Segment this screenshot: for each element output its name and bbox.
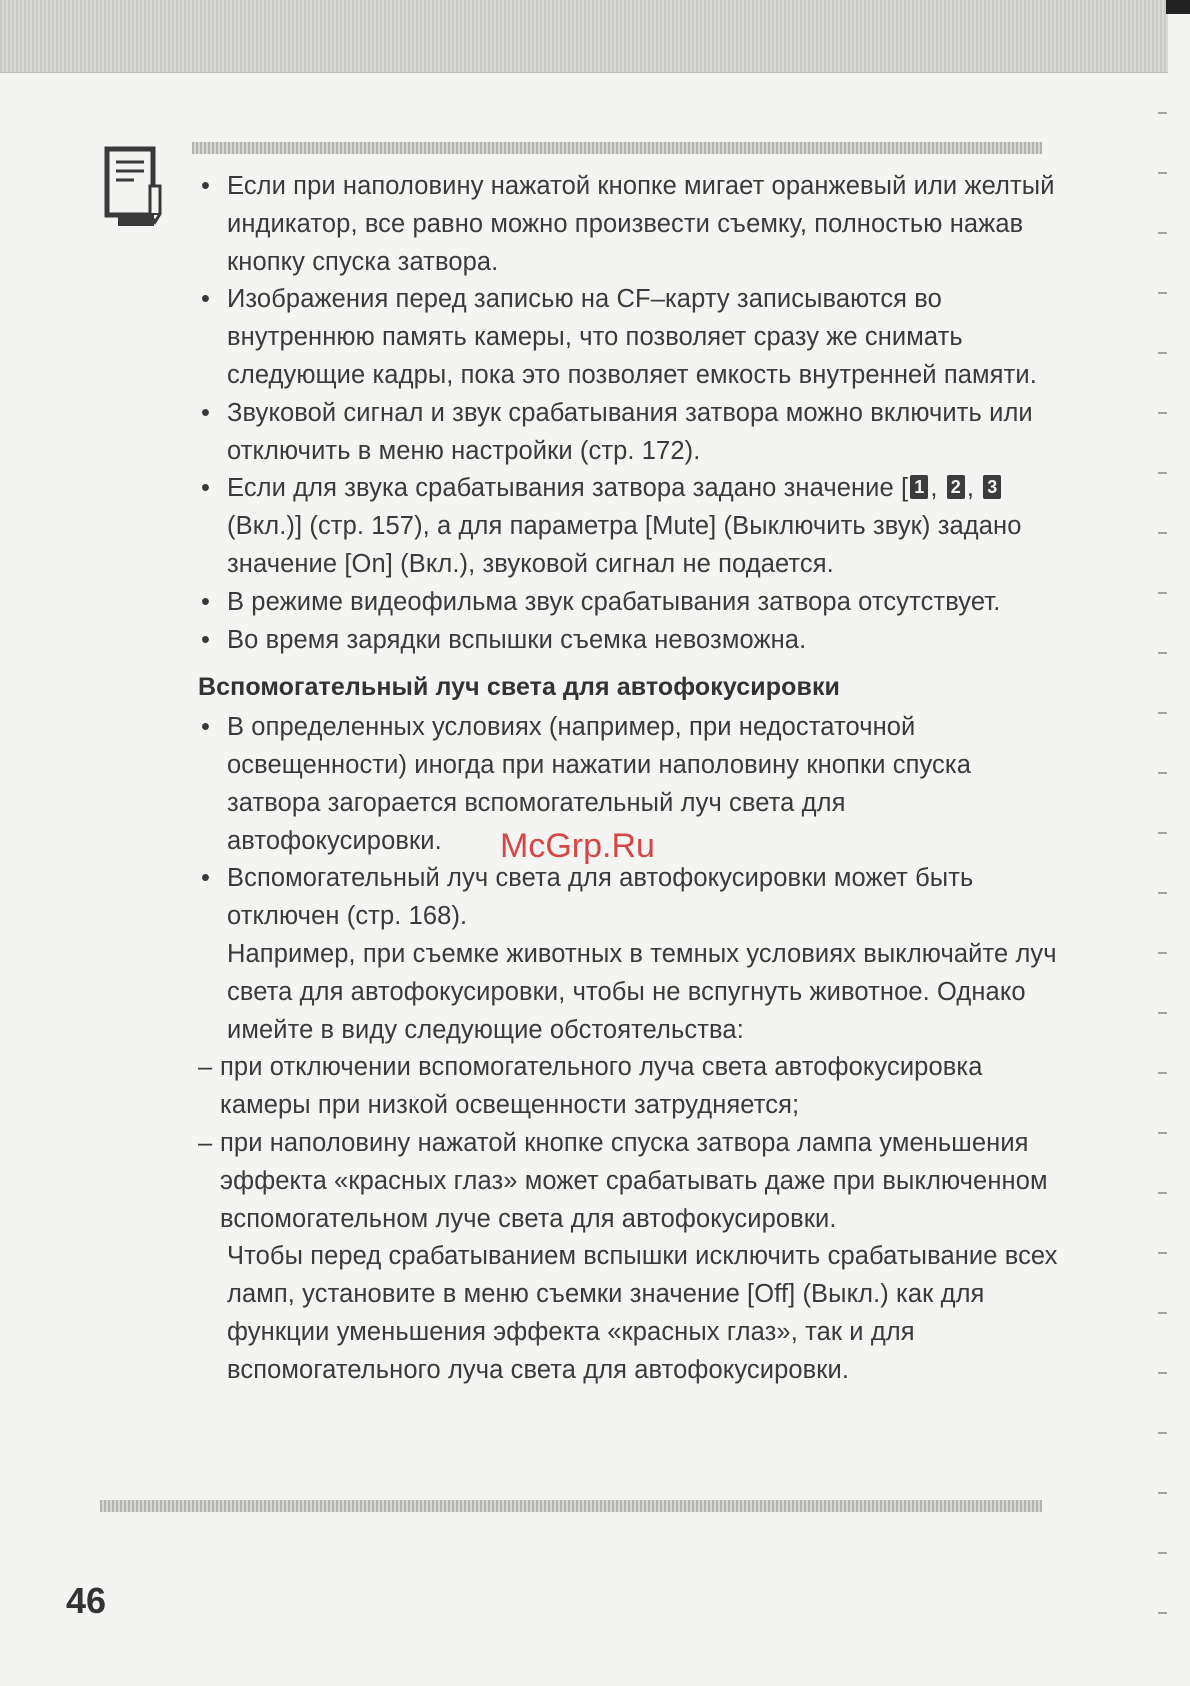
- shutter-sep-1: ,: [930, 474, 945, 503]
- edge-mark: [1158, 1192, 1167, 1194]
- af-bullet-list: [198, 709, 1058, 936]
- page-number: 46: [66, 1580, 107, 1621]
- af-final-paragraph: Чтобы перед срабатыванием вспышки исключить срабатывание всех ламп, установите в меню съемки значение [Off] (Выкл.) как для функции уменьшения эффекта «красных глаз», так и для вспомогательного луча света для автофокусировки.: [227, 1242, 1058, 1384]
- shutter-text-after: (Вкл.)] (стр. 157), а для параметра [Mute] (Выключить звук) задано значение [On] (Вкл.), звуковой сигнал не подается.: [227, 512, 1022, 578]
- dash-item: – при отключении вспомогательного луча света автофокусировка камеры при низкой освещенности затрудняется;: [198, 1049, 1058, 1125]
- list-item: • В определенных условиях (например, при недостаточной освещенности) иногда при нажатии наполовину кнопки спуска затвора загорается вспомогательный луч света для автофокусировки.: [198, 709, 1058, 860]
- edge-mark: [1158, 952, 1167, 954]
- edge-mark: [1158, 172, 1167, 174]
- af-example-paragraph: Например, при съемке животных в темных условиях выключайте луч света для автофокусировки, чтобы не вспугнуть животное. Однако имейте в виду следующие обстоятельства:: [227, 939, 1057, 1044]
- edge-mark: [1158, 472, 1167, 474]
- edge-mark: [1158, 232, 1167, 234]
- note-content: [198, 168, 1058, 1390]
- edge-mark: [1158, 1012, 1167, 1014]
- edge-mark: [1158, 892, 1167, 894]
- list-item-shutter-sound: [198, 470, 1058, 583]
- edge-mark: [1158, 112, 1167, 114]
- edge-mark: [1158, 1372, 1167, 1374]
- edge-mark: [1158, 712, 1167, 714]
- edge-mark: [1158, 592, 1167, 594]
- edge-mark: [1158, 772, 1167, 774]
- list-item: • Если при наполовину нажатой кнопке мигает оранжевый или желтый индикатор, все равно можно произвести съемку, полностью нажав кнопку спуска затвора.: [198, 168, 1058, 281]
- af-assist-heading: Вспомогательный луч света для автофокусировки: [198, 673, 841, 702]
- edge-mark: [1158, 1492, 1167, 1494]
- af-dash-list: [198, 1049, 1058, 1238]
- dash-item: – при наполовину нажатой кнопке спуска затвора лампа уменьшения эффекта «красных глаз» может срабатывать даже при выключенном вспомогательном луче света для автофокусировки.: [198, 1125, 1058, 1238]
- top-header-band: [0, 0, 1168, 73]
- shutter-sep-2: ,: [966, 474, 982, 503]
- shutter-sound-2-icon: 2: [947, 475, 965, 499]
- edge-mark: [1158, 652, 1167, 654]
- edge-mark: [1158, 1132, 1167, 1134]
- list-item: • Вспомогательный луч света для автофокусировки может быть отключен (стр. 168).: [198, 860, 1058, 936]
- shutter-sound-1-icon: 1: [910, 475, 928, 499]
- bottom-divider: [100, 1500, 1042, 1512]
- edge-mark: [1158, 1312, 1167, 1314]
- watermark: McGrp.Ru: [500, 827, 655, 865]
- edge-mark: [1158, 1072, 1167, 1074]
- edge-mark: [1158, 1252, 1167, 1254]
- list-item: • Во время зарядки вспышки съемка невозможна.: [198, 622, 1058, 660]
- edge-mark: [1158, 1432, 1167, 1434]
- corner-tab: [1166, 0, 1190, 14]
- edge-mark: [1158, 1612, 1167, 1614]
- shutter-sound-3-icon: 3: [983, 475, 1001, 499]
- edge-mark: [1158, 832, 1167, 834]
- shutter-text-before: Если для звука срабатывания затвора задано значение [: [227, 474, 909, 503]
- top-divider: [192, 142, 1042, 154]
- edge-mark: [1158, 1552, 1167, 1554]
- note-bullet-list: [198, 168, 1058, 659]
- memo-note-icon: [104, 146, 168, 230]
- edge-mark: [1158, 292, 1167, 294]
- list-item: • Звуковой сигнал и звук срабатывания затвора можно включить или отключить в меню настройки (стр. 172).: [198, 395, 1058, 471]
- edge-mark: [1158, 412, 1167, 414]
- list-item: • Изображения перед записью на CF–карту записываются во внутреннюю память камеры, что позволяет сразу же снимать следующие кадры, пока это позволяет емкость внутренней памяти.: [198, 281, 1058, 394]
- list-item: • В режиме видеофильма звук срабатывания затвора отсутствует.: [198, 584, 1058, 622]
- edge-mark: [1158, 532, 1167, 534]
- edge-mark: [1158, 352, 1167, 354]
